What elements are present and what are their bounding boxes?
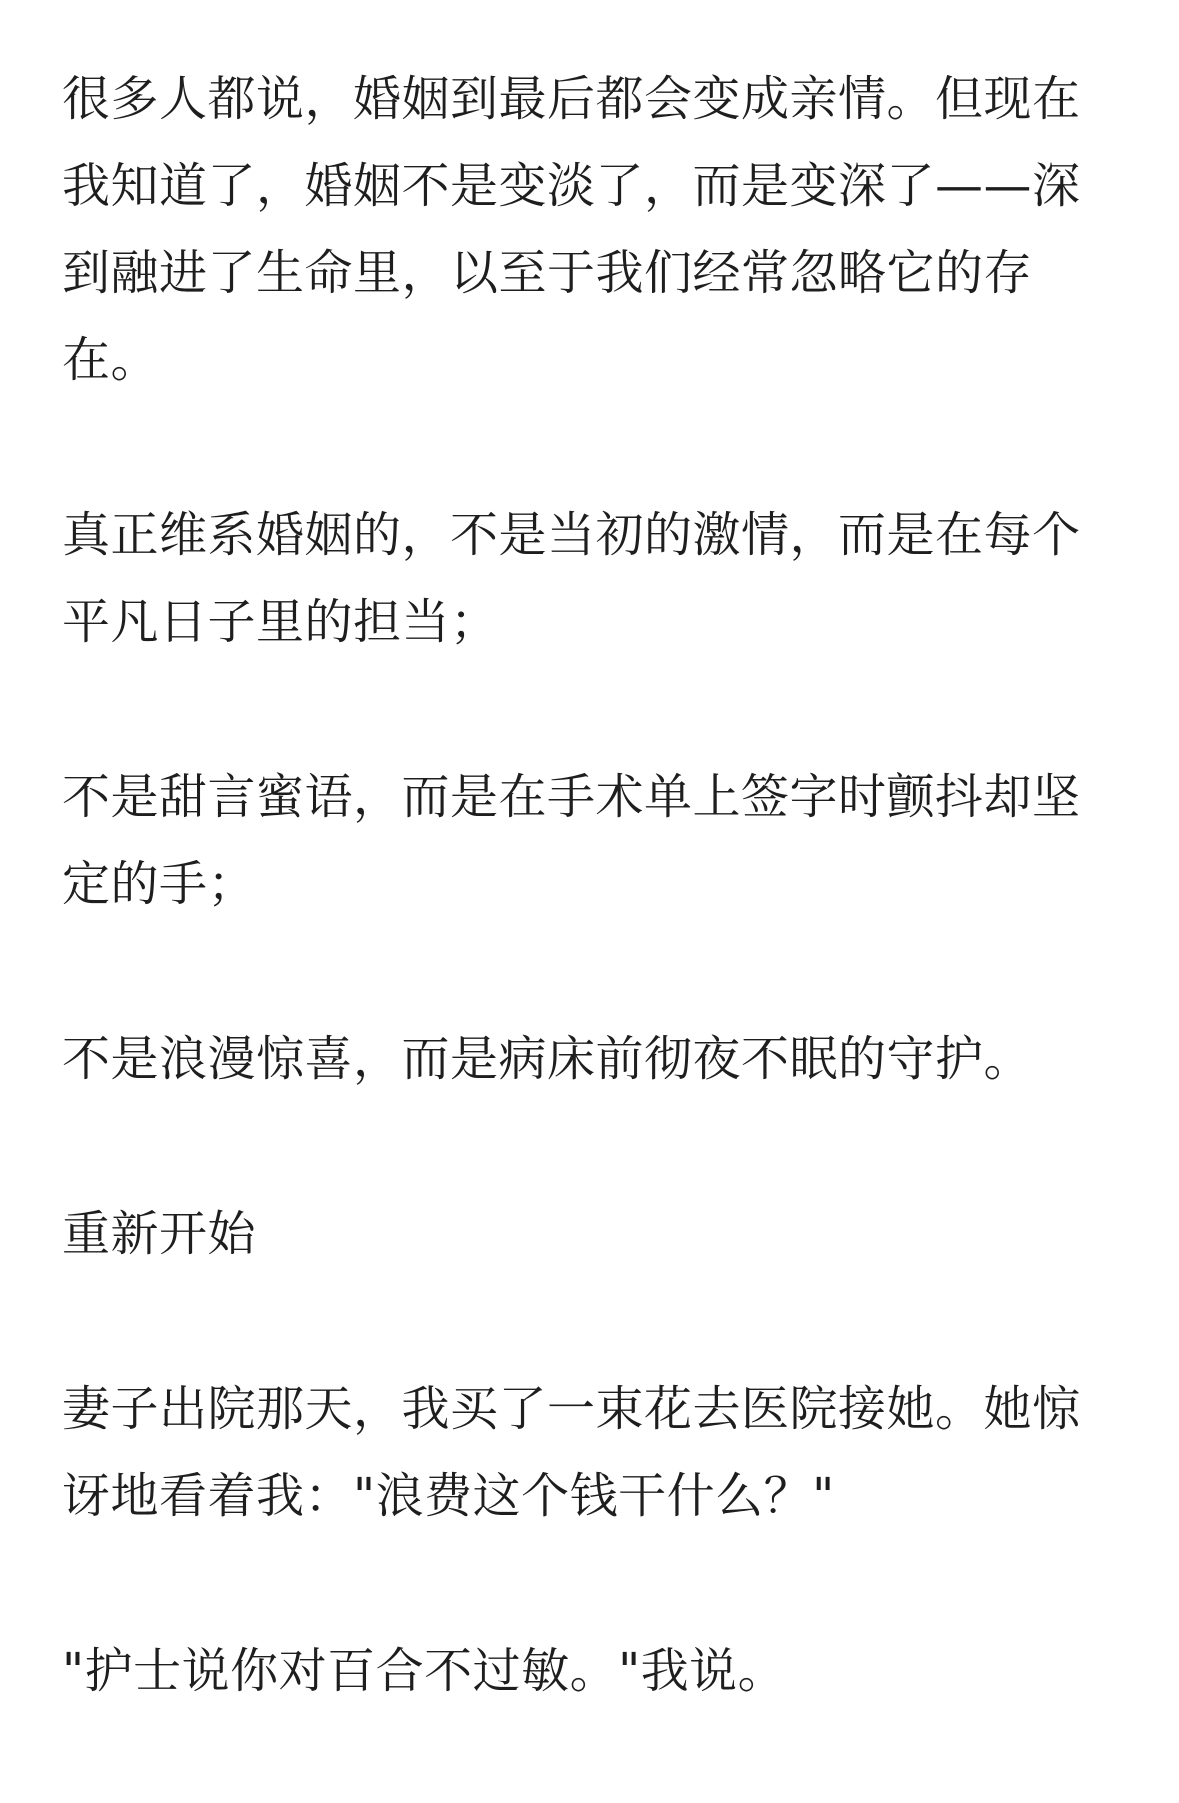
section-heading: 重新开始: [62, 1206, 257, 1262]
article-body: [62, 56, 1124, 1803]
paragraph: 真正维系婚姻的，不是当初的激情，而是在每个平凡日子里的担当；: [62, 507, 1081, 650]
paragraph: 不是浪漫惊喜，而是病床前彻夜不眠的守护。: [62, 1031, 1033, 1087]
paragraph: 很多人都说，婚姻到最后都会变成亲情。但现在我知道了，婚姻不是变淡了，而是变深了——深到融进了生命里，以至于我们经常忽略它的存在。: [62, 71, 1081, 388]
paragraph: 不是甜言蜜语，而是在手术单上签字时颤抖却坚定的手；: [62, 769, 1081, 912]
paragraph: 妻子出院那天，我买了一束花去医院接她。她惊讶地看着我："浪费这个钱干什么？": [62, 1381, 1081, 1524]
paragraph: "护士说你对百合不过敏。"我说。: [62, 1643, 787, 1699]
